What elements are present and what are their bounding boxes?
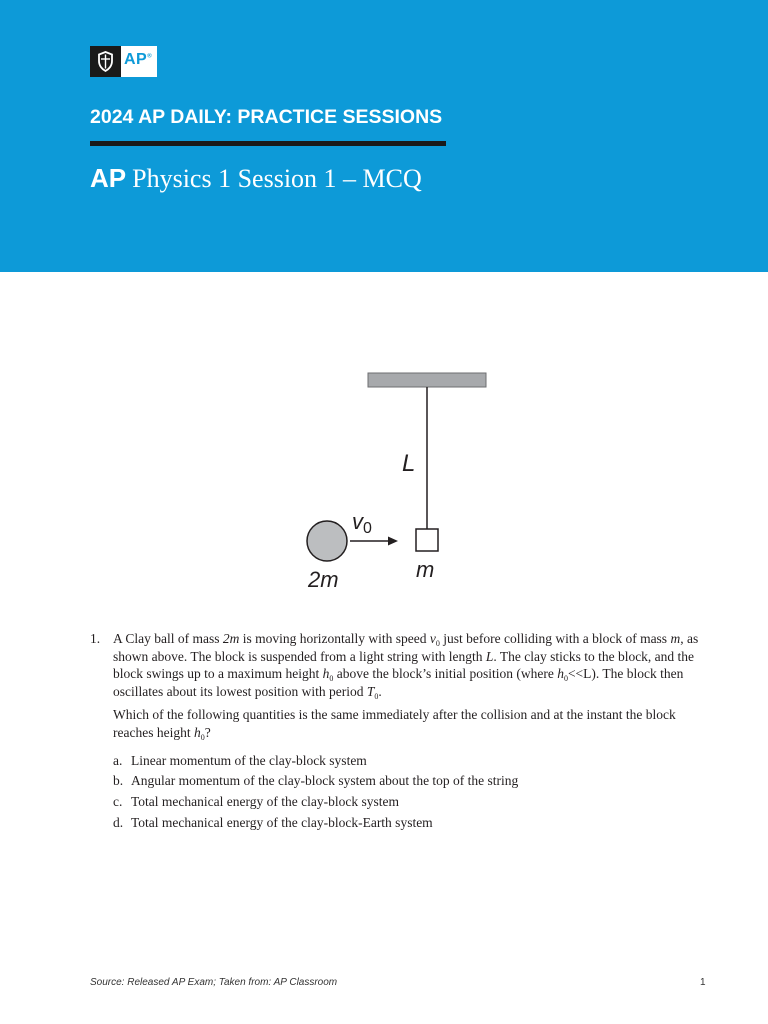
acorn-shield-icon [90,46,121,77]
option-a[interactable]: a. Linear momentum of the clay-block system [113,752,367,768]
page-number: 1 [700,977,706,988]
length-label: L [402,450,416,477]
page-title [90,163,422,194]
arrow-head-icon [388,537,398,546]
source-note: Source: Released AP Exam; Taken from: AP Classroom [90,977,338,988]
clay-ball [307,521,347,561]
option-d[interactable]: d. Total mechanical energy of the clay-block-Earth system [113,815,433,831]
ball-mass-label: 2m [308,567,339,592]
question-number: 1. [90,631,101,646]
question-stem: A Clay ball of mass 2m is moving horizontally with speed $v_0$ just before colliding with a block of mass m, as shown above. The block is suspended from a light string with length L. The clay sticks to the block, and the block swings up to a maximum height $h_0$ above the block’s initial position (where $h_0<<L$). The block then oscillates about its lowest position with period $T_0$. [113,631,699,701]
question-prompt: Which of the following quantities is the same immediately after the collision and at the instant the block reaches height $h_0$? [113,707,676,742]
session-series-heading: 2024 AP DAILY: PRACTICE SESSIONS [90,106,443,128]
title-text: Physics 1 Session 1 – MCQ [132,164,422,193]
question-1 [90,630,700,835]
block [416,529,438,551]
heading-divider [90,141,446,146]
option-b[interactable]: b. Angular momentum of the clay-block system about the top of the string [113,773,519,789]
ap-logo [90,46,157,77]
block-mass-label: m [416,557,435,582]
header-banner [0,0,768,272]
title-ap: AP [90,163,127,193]
answer-options [113,752,700,832]
option-c[interactable]: c. Total mechanical energy of the clay-block system [113,794,399,810]
ceiling-support [368,373,486,387]
velocity-label: v0 [352,509,372,537]
pendulum-figure [300,365,500,595]
logo-ap-text: AP® [124,51,153,68]
